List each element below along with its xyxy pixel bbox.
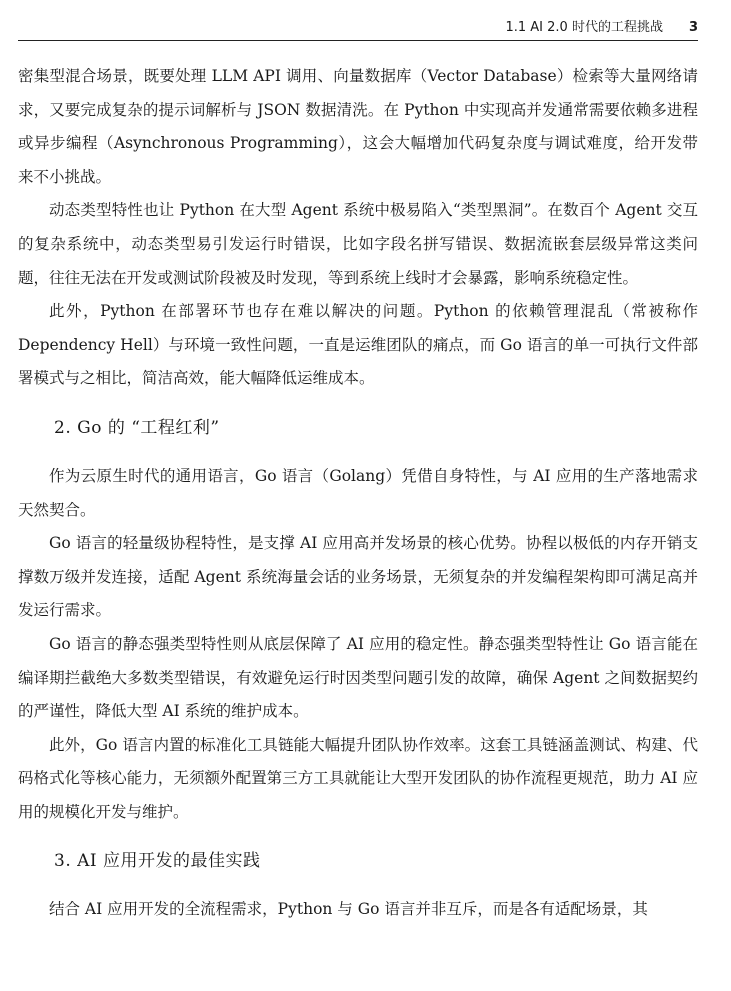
paragraph-toolchain: 此外，Go 语言内置的标准化工具链能大幅提升团队协作效率。这套工具链涵盖测试、构建、代码格式化等核心能力，无须额外配置第三方工具就能让大型开发团队的协作流程更规范，助力 AI 应用的规模化开发与维护。 [18,735,698,821]
heading-best-practices: 3. AI 应用开发的最佳实践 [54,851,261,872]
paragraph-continued: 密集型混合场景，既要处理 LLM API 调用、向量数据库（Vector Database）检索等大量网络请求，又要完成复杂的提示词解析与 JSON 数据清洗。在 Python 中实现高并发通常需要依赖多进程或异步编程（Asynchronous Programming），这会大幅增加代码复杂度与调试难度，给开发带来不小挑战。 [18,67,698,186]
paragraph-goroutines: Go 语言的轻量级协程特性，是支撑 AI 应用高并发场景的核心优势。协程以极低的内存开销支撑数万级并发连接，适配 Agent 系统海量会话的业务场景，无须复杂的并发编程架构即可满足高并发运行需求。 [18,534,698,620]
running-header [18,16,698,41]
paragraph-go-intro: 作为云原生时代的通用语言，Go 语言（Golang）凭借自身特性，与 AI 应用的生产落地需求天然契合。 [18,466,698,519]
heading-go-engineering-dividend: 2. Go 的 “工程红利” [54,417,220,438]
paragraph-dynamic-typing: 动态类型特性也让 Python 在大型 Agent 系统中极易陷入“类型黑洞”。在数百个 Agent 交互的复杂系统中，动态类型易引发运行时错误，比如字段名拼写错误、数据流嵌套层级异常这类问题，往往无法在开发或测试阶段被及时发现，等到系统上线时才会暴露，影响系统稳定性。 [18,201,698,287]
page-number: 3 [688,20,698,35]
paragraph-deployment: 此外，Python 在部署环节也存在难以解决的问题。Python 的依赖管理混乱（常被称作 Dependency Hell）与环境一致性问题，一直是运维团队的痛点，而 Go 语言的单一可执行文件部署模式与之相比，简洁高效，能大幅降低运维成本。 [18,302,698,388]
header-section-title: 1.1 AI 2.0 时代的工程挑战 [505,20,663,35]
paragraph-combination: 结合 AI 应用开发的全流程需求，Python 与 Go 语言并非互斥，而是各有适配场景，其 [49,900,648,919]
page-body [18,60,698,927]
paragraph-static-typing: Go 语言的静态强类型特性则从底层保障了 AI 应用的稳定性。静态强类型特性让 Go 语言能在编译期拦截绝大多数类型错误，有效避免运行时因类型问题引发的故障，确保 Agent 之间数据契约的严谨性，降低大型 AI 系统的维护成本。 [18,634,698,721]
